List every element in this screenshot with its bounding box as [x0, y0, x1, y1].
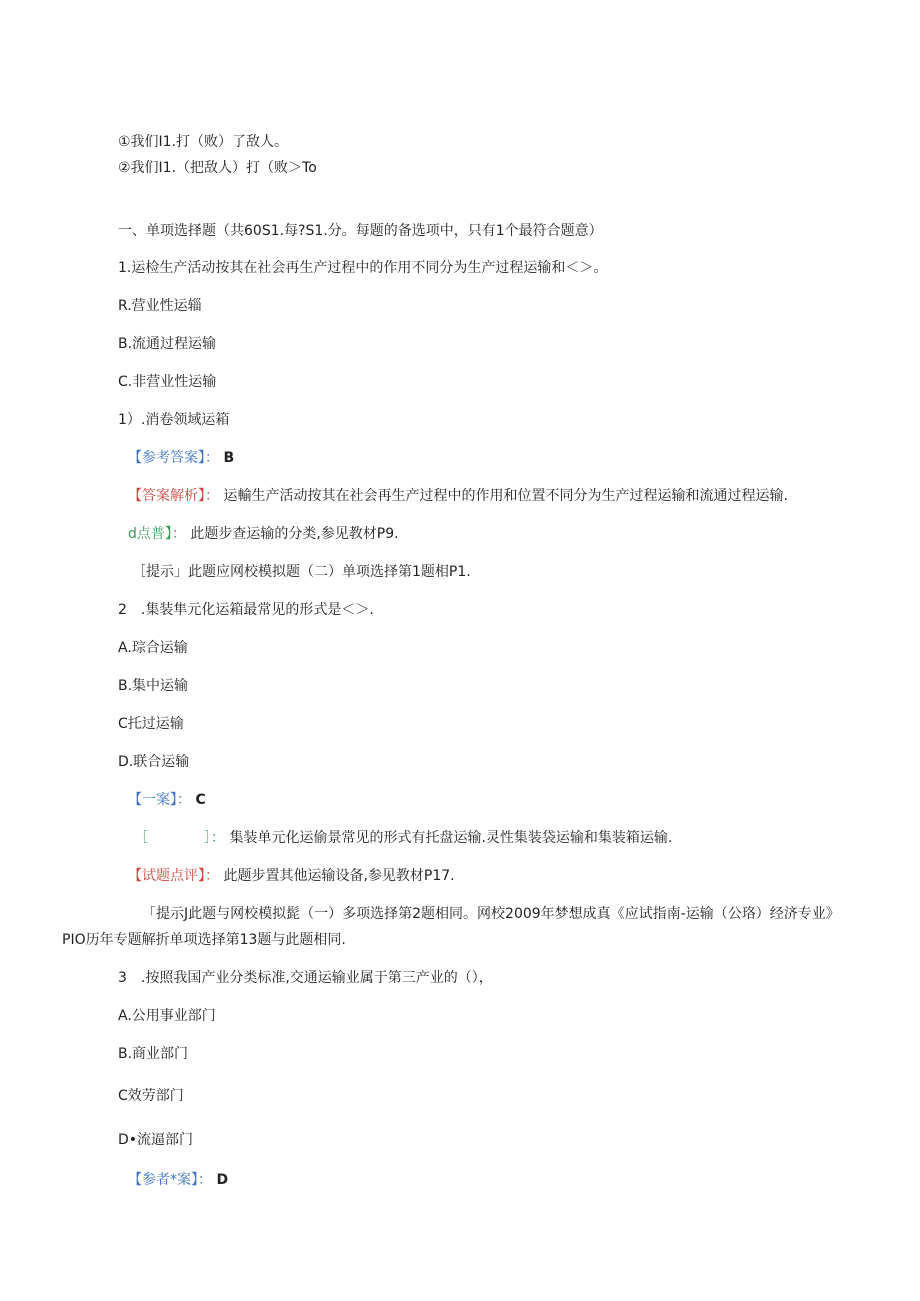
q2-hint-line-1: 「提示J此题与网校模拟髭（一）多项选择第2题相同。网校2009年梦想成真《应试指南-运输（公珞）经济专业》 — [142, 906, 840, 922]
q3-answer — [128, 1170, 228, 1190]
q2-comment-text: 此题步置其他运输设备,参见教材P17. — [223, 868, 455, 884]
q1-comment-label: d点普】： — [128, 526, 186, 542]
q1-comment — [128, 524, 399, 544]
section-heading: 一、单项选择题（共60S1.每?S1.分。每题的备选项中，只有1个最符合题意） — [118, 223, 603, 239]
q1-stem: 1.运检生产活动按其在社会再生产过程中的作用不同分为生产过程运输和＜＞。 — [118, 260, 608, 276]
q1-comment-text: 此题步查运输的分类,参见教材P9. — [190, 526, 399, 542]
q2-answer — [128, 790, 206, 810]
q2-answer-label: 【一案】： — [128, 792, 191, 808]
q1-analysis — [128, 486, 788, 506]
q2-analysis-label: ［ ］： — [134, 830, 225, 846]
q2-option-a: A.琮合运输 — [118, 640, 188, 656]
q1-answer-value: B — [223, 450, 235, 466]
q2-option-c: C托过运输 — [118, 716, 184, 732]
q1-answer — [128, 448, 234, 468]
q1-option-b: B.流通过程运输 — [118, 336, 217, 352]
q3-answer-label: 【参者*案】： — [128, 1172, 212, 1188]
q1-answer-label: 【参考答案】： — [128, 450, 219, 466]
q1-option-d: 1）.消卷领域运箱 — [118, 412, 230, 428]
q2-analysis — [134, 828, 672, 848]
q3-option-c: C效劳部门 — [118, 1088, 184, 1104]
intro-line-1: ①我们I1.打（败）了敌人。 — [118, 134, 289, 150]
q2-stem: 2 .集装隼元化运箱最常见的形式是＜＞. — [118, 602, 374, 618]
q3-stem: 3 .按照我国产业分类标准,交通运输业属于第三产业的（）， — [118, 970, 493, 986]
q1-hint: ［提示」此题应网校模拟题（二）单项选择第1题相P1. — [132, 564, 471, 580]
q3-option-b: B.商业部门 — [118, 1046, 189, 1062]
q3-option-d: D•流逼部门 — [118, 1132, 194, 1148]
q1-option-a: R.营业性运辎 — [118, 298, 202, 314]
q2-option-d: D.联合运输 — [118, 754, 190, 770]
q2-comment — [128, 866, 455, 886]
q2-answer-value: C — [195, 792, 206, 808]
q2-comment-label: 【试题点评】： — [128, 868, 219, 884]
q2-option-b: B.集中运输 — [118, 678, 189, 694]
q1-analysis-text: 运輸生产活动按其在社会再生产过程中的作用和位置不同分为生产过程运输和流通过程运输. — [223, 488, 788, 504]
q2-hint-line-2: PIO历年专题解折单项选择第13题与此题相同. — [62, 932, 346, 948]
q1-option-c: C.非营业性运输 — [118, 374, 217, 390]
q3-option-a: A.公用事业部门 — [118, 1008, 216, 1024]
q3-answer-value: D — [216, 1172, 229, 1188]
intro-line-2: ②我们I1.（把敌人）打（败＞To — [118, 160, 317, 176]
q1-analysis-label: 【答案解析】： — [128, 488, 219, 504]
q2-analysis-text: 集装单元化运偷景常见的形式有托盘运输.灵性集装袋运输和集装箱运输. — [229, 830, 673, 846]
